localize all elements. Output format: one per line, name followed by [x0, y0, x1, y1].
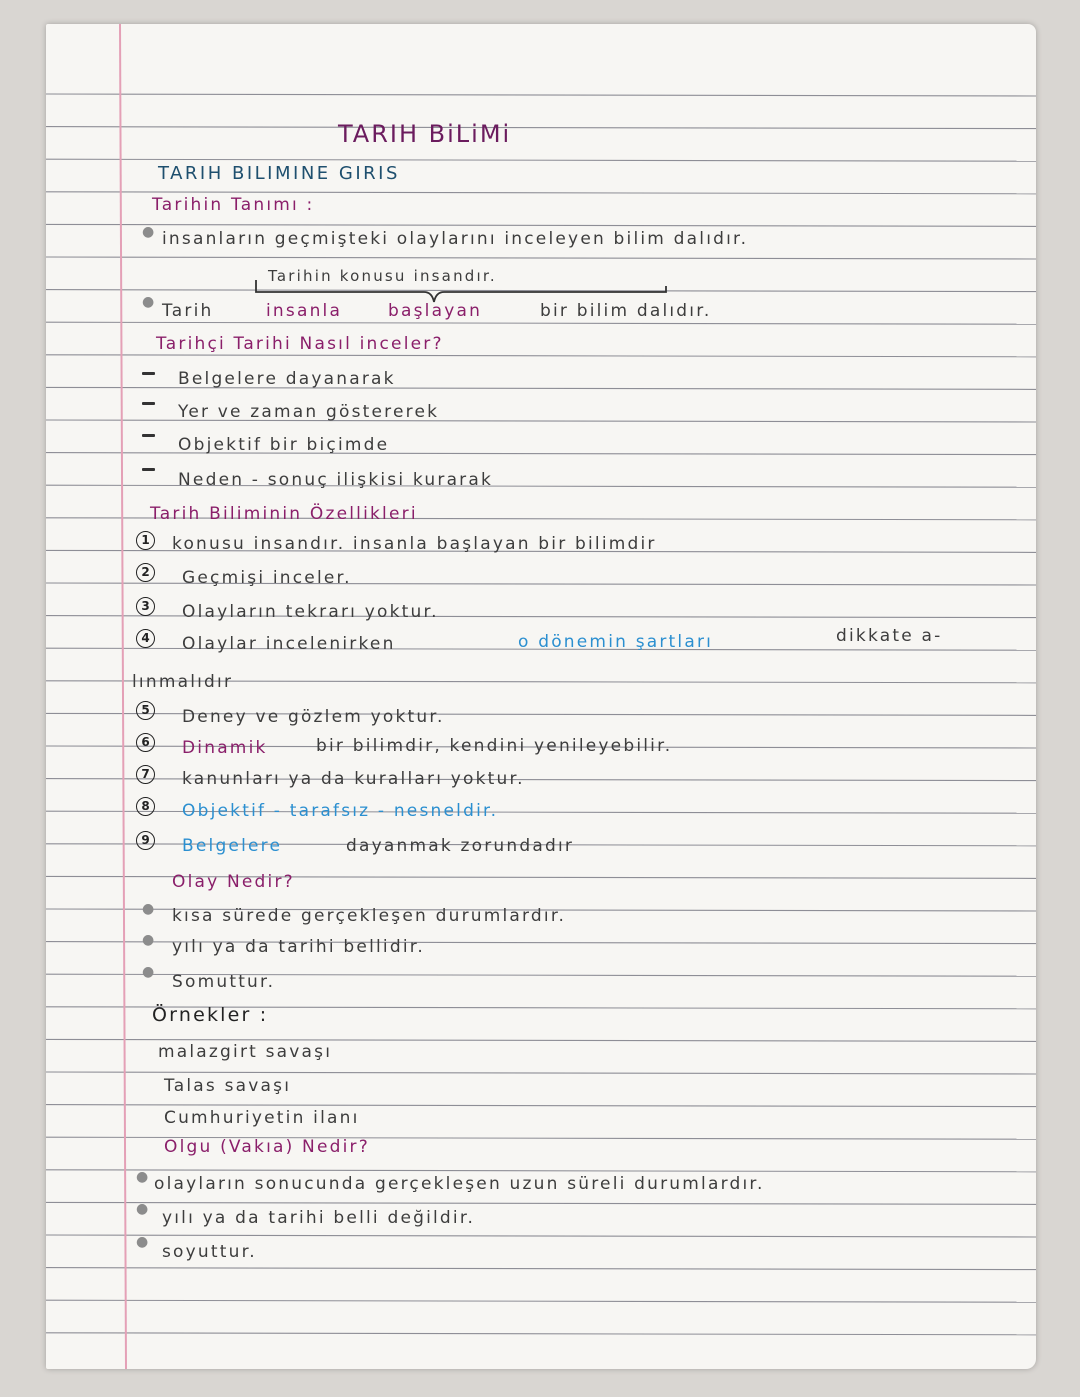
- bullet-icon: ●: [142, 224, 155, 240]
- heading-olay: Olay Nedir?: [172, 872, 295, 892]
- ozellik-4d: lınmalıdır: [132, 672, 234, 692]
- rule-line: [46, 224, 1036, 226]
- rule-line: [46, 1235, 1036, 1237]
- rule-line: [46, 1170, 1036, 1172]
- number-badge: 4: [136, 629, 155, 648]
- ozellik-6b: bir bilimdir, kendini yenileyebilir.: [316, 736, 673, 756]
- number-badge: 1: [136, 531, 155, 550]
- number-badge: 8: [136, 797, 155, 816]
- dash-icon: [142, 402, 155, 405]
- olgu-item-3: soyuttur.: [162, 1242, 257, 1262]
- ozellik-9a: Belgelere: [182, 836, 283, 856]
- olay-item-3: Somuttur.: [172, 972, 276, 992]
- ozellik-2: Geçmişi inceler.: [182, 568, 352, 588]
- heading-ornekler: Örnekler :: [152, 1004, 269, 1026]
- bullet-icon: ●: [136, 1201, 149, 1217]
- olgu-item-1: olayların sonucunda gerçekleşen uzun süreli durumlardır.: [154, 1174, 765, 1194]
- number-badge: 9: [136, 831, 155, 850]
- ozellik-1: konusu insandır. insanla başlayan bir bilimdir: [172, 534, 657, 554]
- number-badge: 6: [136, 733, 155, 752]
- ozellik-4b: o dönemin şartları: [518, 632, 714, 652]
- tanim-bullet-1: insanların geçmişteki olaylarını inceleyen bilim dalıdır.: [162, 229, 749, 249]
- rule-line: [46, 127, 1036, 129]
- tanim-bullet-2a: Tarih: [162, 301, 214, 321]
- dash-icon: [142, 434, 155, 437]
- olay-item-2: yılı ya da tarihi bellidir.: [172, 937, 425, 957]
- margin-line: [120, 24, 126, 1369]
- ozellik-7: kanunları ya da kuralları yoktur.: [182, 769, 525, 789]
- rule-line: [46, 257, 1036, 259]
- rule-line: [46, 322, 1036, 324]
- number-badge: 5: [136, 701, 155, 720]
- heading-nasil: Tarihçi Tarihi Nasıl inceler?: [156, 334, 444, 354]
- rule-line: [46, 159, 1036, 161]
- ozellik-6a: Dinamik: [182, 738, 268, 758]
- rule-line: [46, 192, 1036, 194]
- number-badge: 7: [136, 765, 155, 784]
- ozellik-4a: Olaylar incelenirken: [182, 634, 396, 654]
- ozellik-3: Olayların tekrarı yoktur.: [182, 602, 439, 622]
- rule-line: [46, 355, 1036, 357]
- ozellik-5: Deney ve gözlem yoktur.: [182, 707, 445, 727]
- ozellik-4c: dikkate a-: [836, 626, 943, 646]
- bullet-icon: ●: [142, 294, 155, 310]
- heading-tanim: Tarihin Tanımı :: [152, 195, 315, 215]
- bullet-icon: ●: [136, 1169, 149, 1185]
- rule-line: [46, 94, 1036, 96]
- bullet-icon: ●: [142, 964, 155, 980]
- rule-line: [46, 1268, 1036, 1270]
- page-title: TARIH BiLiMi: [338, 120, 512, 148]
- ruled-lines: [46, 24, 1036, 1369]
- rule-line: [46, 1202, 1036, 1204]
- olgu-item-2: yılı ya da tarihi belli değildir.: [162, 1208, 476, 1228]
- notebook-page: [46, 24, 1036, 1369]
- bullet-icon: ●: [142, 901, 155, 917]
- ornek-2: Talas savaşı: [164, 1076, 292, 1096]
- number-badge: 2: [136, 563, 155, 582]
- olay-item-1: kısa sürede gerçekleşen durumlardır.: [172, 906, 567, 926]
- dash-icon: [142, 372, 155, 375]
- rule-line: [46, 1105, 1036, 1107]
- tanim-bullet-2d: bir bilim dalıdır.: [540, 301, 712, 321]
- nasil-item-1: Belgelere dayanarak: [178, 369, 396, 389]
- heading-giris: TARIH BILIMINE GIRIS: [158, 163, 400, 184]
- ozellik-9b: dayanmak zorundadır: [346, 836, 575, 856]
- tanim-bullet-2c: başlayan: [388, 301, 483, 321]
- heading-ozellikler: Tarih Biliminin Özellikleri: [150, 504, 418, 524]
- brace-note: Tarihin konusu insandır.: [268, 267, 497, 285]
- dash-icon: [142, 468, 155, 471]
- number-badge: 3: [136, 597, 155, 616]
- rule-line: [46, 1072, 1036, 1074]
- ozellik-8: Objektif - tarafsız - nesneldir.: [182, 801, 499, 821]
- tanim-bullet-2b: insanla: [266, 301, 343, 321]
- bullet-icon: ●: [136, 1234, 149, 1250]
- rule-line: [46, 1300, 1036, 1302]
- rule-line: [46, 1333, 1036, 1335]
- nasil-item-3: Objektif bir biçimde: [178, 435, 390, 455]
- bullet-icon: ●: [142, 932, 155, 948]
- ornek-3: Cumhuriyetin ilanı: [164, 1108, 360, 1128]
- heading-olgu: Olgu (Vakıa) Nedir?: [164, 1137, 370, 1157]
- nasil-item-4: Neden - sonuç ilişkisi kurarak: [178, 470, 494, 490]
- nasil-item-2: Yer ve zaman göstererek: [178, 402, 440, 422]
- ornek-1: malazgirt savaşı: [158, 1042, 333, 1062]
